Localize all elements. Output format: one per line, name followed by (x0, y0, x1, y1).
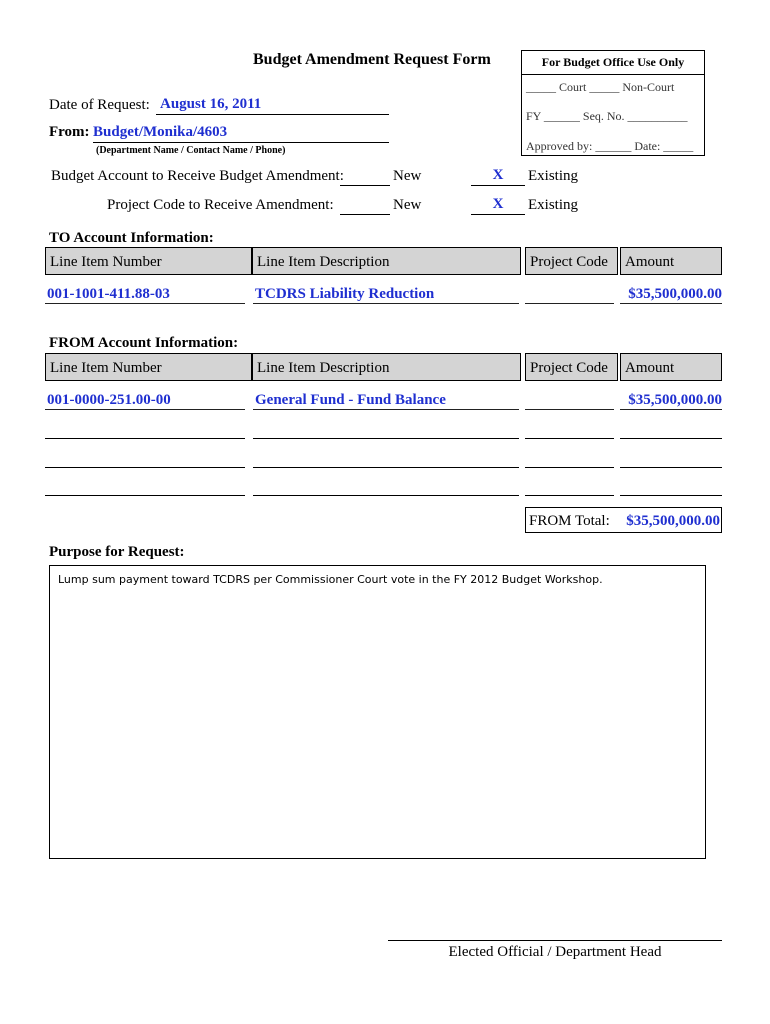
account-existing-mark[interactable]: X (471, 167, 525, 186)
project-existing-label: Existing (528, 197, 579, 213)
to-section-title: TO Account Information: (49, 230, 214, 246)
from-blank-line[interactable] (253, 467, 519, 468)
project-row-label: Project Code to Receive Amendment: (107, 197, 334, 213)
from-blank-line[interactable] (45, 495, 245, 496)
from-row-line[interactable] (525, 409, 614, 410)
from-sublabel: (Department Name / Contact Name / Phone) (96, 145, 286, 156)
date-field[interactable] (156, 96, 389, 115)
account-row-label: Budget Account to Receive Budget Amendment: (51, 168, 344, 184)
from-row-line[interactable] (620, 409, 722, 410)
to-header-amount: Amount (620, 247, 722, 275)
from-header-project-code: Project Code (525, 353, 618, 381)
from-blank-line[interactable] (620, 438, 722, 439)
from-value: Budget/Monika/4603 (93, 124, 228, 140)
project-new-blank[interactable] (340, 214, 390, 215)
from-blank-line[interactable] (620, 467, 722, 468)
to-header-project-code: Project Code (525, 247, 618, 275)
from-line-item[interactable]: 001-0000-251.00-00 (47, 392, 171, 408)
purpose-text: Lump sum payment toward TCDRS per Commissioner Court vote in the FY 2012 Budget Workshop. (58, 573, 603, 586)
to-amount[interactable]: $35,500,000.00 (628, 286, 722, 302)
signature-line[interactable] (388, 940, 722, 941)
from-header-line-item: Line Item Number (45, 353, 252, 381)
to-description[interactable]: TCDRS Liability Reduction (255, 286, 435, 302)
date-value: August 16, 2011 (160, 96, 262, 112)
date-label: Date of Request: (49, 97, 150, 113)
office-box-title: For Budget Office Use Only (522, 51, 704, 75)
office-court-line: _____ Court _____ Non-Court (526, 80, 675, 94)
to-line-item-underline (45, 303, 245, 304)
from-total-value: $35,500,000.00 (626, 513, 720, 529)
from-section-title: FROM Account Information: (49, 335, 239, 351)
budget-office-box (521, 50, 705, 156)
project-new-label: New (393, 197, 422, 213)
to-line-item[interactable]: 001-1001-411.88-03 (47, 286, 170, 302)
from-blank-line[interactable] (525, 438, 614, 439)
from-label: From: (49, 124, 90, 140)
account-existing-label: Existing (528, 168, 579, 184)
office-fy-line: FY ______ Seq. No. __________ (526, 109, 688, 123)
purpose-textbox[interactable] (49, 565, 706, 859)
from-row-line[interactable] (45, 409, 245, 410)
from-blank-line[interactable] (620, 495, 722, 496)
account-new-label: New (393, 168, 422, 184)
signature-label: Elected Official / Department Head (448, 944, 662, 960)
purpose-title: Purpose for Request: (49, 544, 185, 560)
from-field[interactable] (93, 124, 389, 143)
to-project-underline (525, 303, 614, 304)
from-total-box (525, 507, 722, 533)
from-header-description: Line Item Description (252, 353, 521, 381)
project-existing-mark[interactable]: X (471, 196, 525, 215)
form-title: Budget Amendment Request Form (253, 51, 491, 68)
from-header-amount: Amount (620, 353, 722, 381)
from-amount[interactable]: $35,500,000.00 (628, 392, 722, 408)
from-blank-line[interactable] (525, 495, 614, 496)
from-row-line[interactable] (253, 409, 519, 410)
from-blank-line[interactable] (253, 438, 519, 439)
from-blank-line[interactable] (45, 467, 245, 468)
account-new-blank[interactable] (340, 185, 390, 186)
from-blank-line[interactable] (45, 438, 245, 439)
to-amount-underline (620, 303, 722, 304)
from-total-label: FROM Total: (529, 513, 610, 529)
to-header-description: Line Item Description (252, 247, 521, 275)
to-header-line-item: Line Item Number (45, 247, 252, 275)
from-blank-line[interactable] (525, 467, 614, 468)
from-blank-line[interactable] (253, 495, 519, 496)
to-description-underline (253, 303, 519, 304)
office-approved-line: Approved by: ______ Date: _____ (526, 139, 694, 153)
from-description[interactable]: General Fund - Fund Balance (255, 392, 446, 408)
